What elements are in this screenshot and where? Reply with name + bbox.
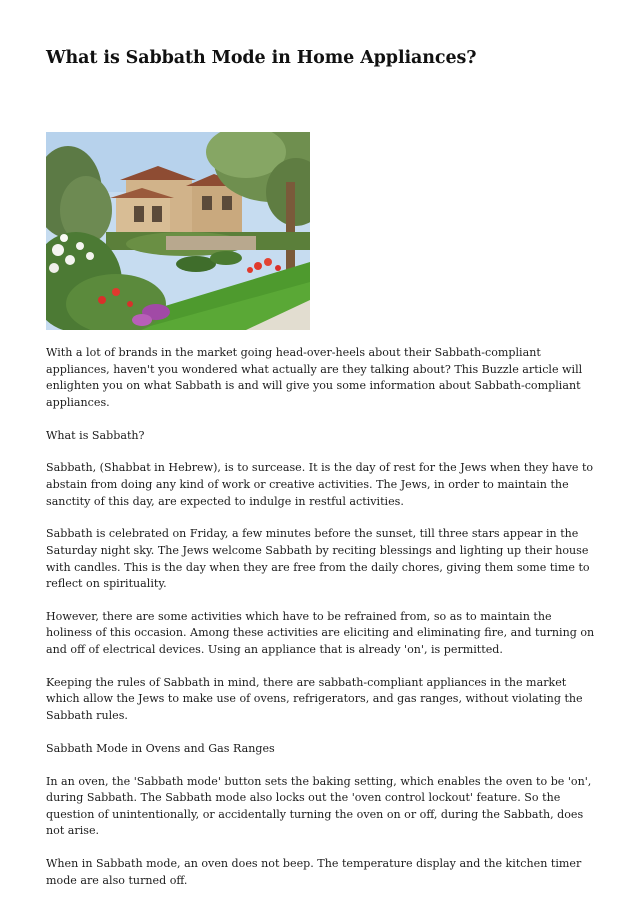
section-heading-what-is-sabbath: What is Sabbath? (46, 428, 145, 442)
paragraph-sabbath-celebration: Sabbath is celebrated on Friday, a few minutes before the sunset, till three stars appear in the Saturday night sky. The Jews welcome Sabbath by reciting blessings and lighting up their house with candles. This is the day when they are free from the daily chores, giving them some time to reflect on spirituality. (46, 527, 590, 591)
paragraph-oven-no-beep: When in Sabbath mode, an oven does not beep. The temperature display and the kitchen timer mode are also turned off. (46, 857, 582, 887)
section-heading-ovens: Sabbath Mode in Ovens and Gas Ranges (46, 741, 275, 755)
paragraph-restricted-activities: However, there are some activities which have to be refrained from, so as to maintain the holiness of this occasion. Among these activities are eliciting and eliminating fire, and turning on and off of electrical devices. Using an appliance that is already 'on', is permitted. (46, 609, 595, 657)
article-body (46, 345, 598, 906)
paragraph-compliant-appliances: Keeping the rules of Sabbath in mind, there are sabbath-compliant appliances in the market which allow the Jews to make use of ovens, refrigerators, and gas ranges, without violating the Sabbath rules. (46, 675, 583, 723)
intro-paragraph: With a lot of brands in the market going head-over-heels about their Sabbath-compliant appliances, haven't you wondered what actually are they talking about? This Buzzle article will enlighten you on what Sabbath is and will give you some information about Sabbath-compliant appliances. (46, 346, 583, 409)
house-garden-photo (46, 132, 310, 330)
paragraph-sabbath-definition: Sabbath, (Shabbat in Hebrew), is to surcease. It is the day of rest for the Jews when they have to abstain from doing any kind of work or creative activities. The Jews, in order to maintain the sanctity of this day, are expected to indulge in restful activities. (46, 461, 594, 508)
paragraph-oven-sabbath-mode: In an oven, the 'Sabbath mode' button sets the baking setting, which enables the oven to be 'on', during Sabbath. The Sabbath mode also locks out the 'oven control lockout' feature. So the question of unintentionally, or accidentally turning the oven on or off, during the Sabbath, does not arise. (46, 774, 592, 838)
page-title: What is Sabbath Mode in Home Appliances? (46, 48, 477, 68)
